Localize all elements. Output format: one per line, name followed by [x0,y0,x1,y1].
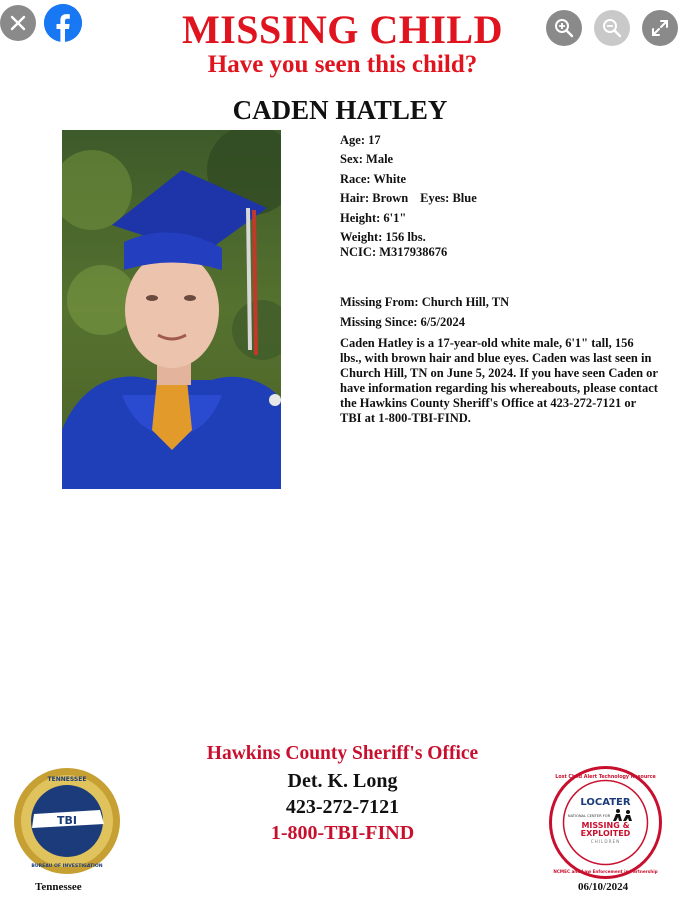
hair-field: Hair: Brown [340,191,409,205]
tbi-caption: Tennessee [35,881,82,893]
race-field: Race: White [340,172,407,186]
locater-line3: EXPLOITED [580,829,631,838]
tbi-seal-logo [12,766,122,876]
locater-line1: NATIONAL CENTER FOR [567,814,611,818]
locater-line4: CHILDREN [590,839,621,844]
sex-field: Sex: Male [340,152,394,166]
locater-ring-bottom-text: NCMEC and Law Enforcement in Partnership [553,869,658,874]
tbi-seal-top-text: TENNESSEE [47,776,87,783]
weight-field: Weight: 156 lbs. [340,230,426,244]
ncic-field: NCIC: M317938676 [340,245,448,259]
detective-name: Det. K. Long [287,770,398,792]
poster-subtitle: Have you seen this child? [207,51,478,78]
office-phone: 423-272-7121 [285,796,400,818]
missing-since-field: Missing Since: 6/5/2024 [340,315,466,329]
poster-title: MISSING CHILD [181,7,503,52]
tbi-seal-center-text: TBI [57,814,77,827]
eyes-field: Eyes: Blue [420,191,477,205]
sheriff-office: Hawkins County Sheriff's Office [206,743,479,764]
child-photo [62,130,281,489]
flyer-date: 06/10/2024 [578,881,629,893]
height-field: Height: 6'1" [340,211,407,225]
tbi-seal-bottom-text: BUREAU OF INVESTIGATION [31,864,103,869]
tbi-hotline: 1-800-TBI-FIND [270,822,415,844]
locater-line2: MISSING & [581,821,630,830]
description-paragraph: Caden Hatley is a 17-year-old white male, 6'1" tall, 156 lbs., with brown hair and blue eyes. Caden was last seen in Church Hill, TN on June 5, 2024. If you have seen Caden or have information regarding his whereabouts, please contact the Hawkins County Sheriff's Office at 423-272-7121 or TBI at 1-800-TBI-FIND. [340,336,658,425]
age-field: Age: 17 [340,133,381,147]
child-name: CADEN HATLEY [232,95,448,125]
locater-title: LOCATER [580,797,631,808]
missing-from-field: Missing From: Church Hill, TN [340,295,510,309]
locater-ring-top-text: Lost Child Alert Technology Resource [555,775,656,780]
hair-eyes-row [340,191,477,206]
locater-seal-logo [548,765,663,880]
